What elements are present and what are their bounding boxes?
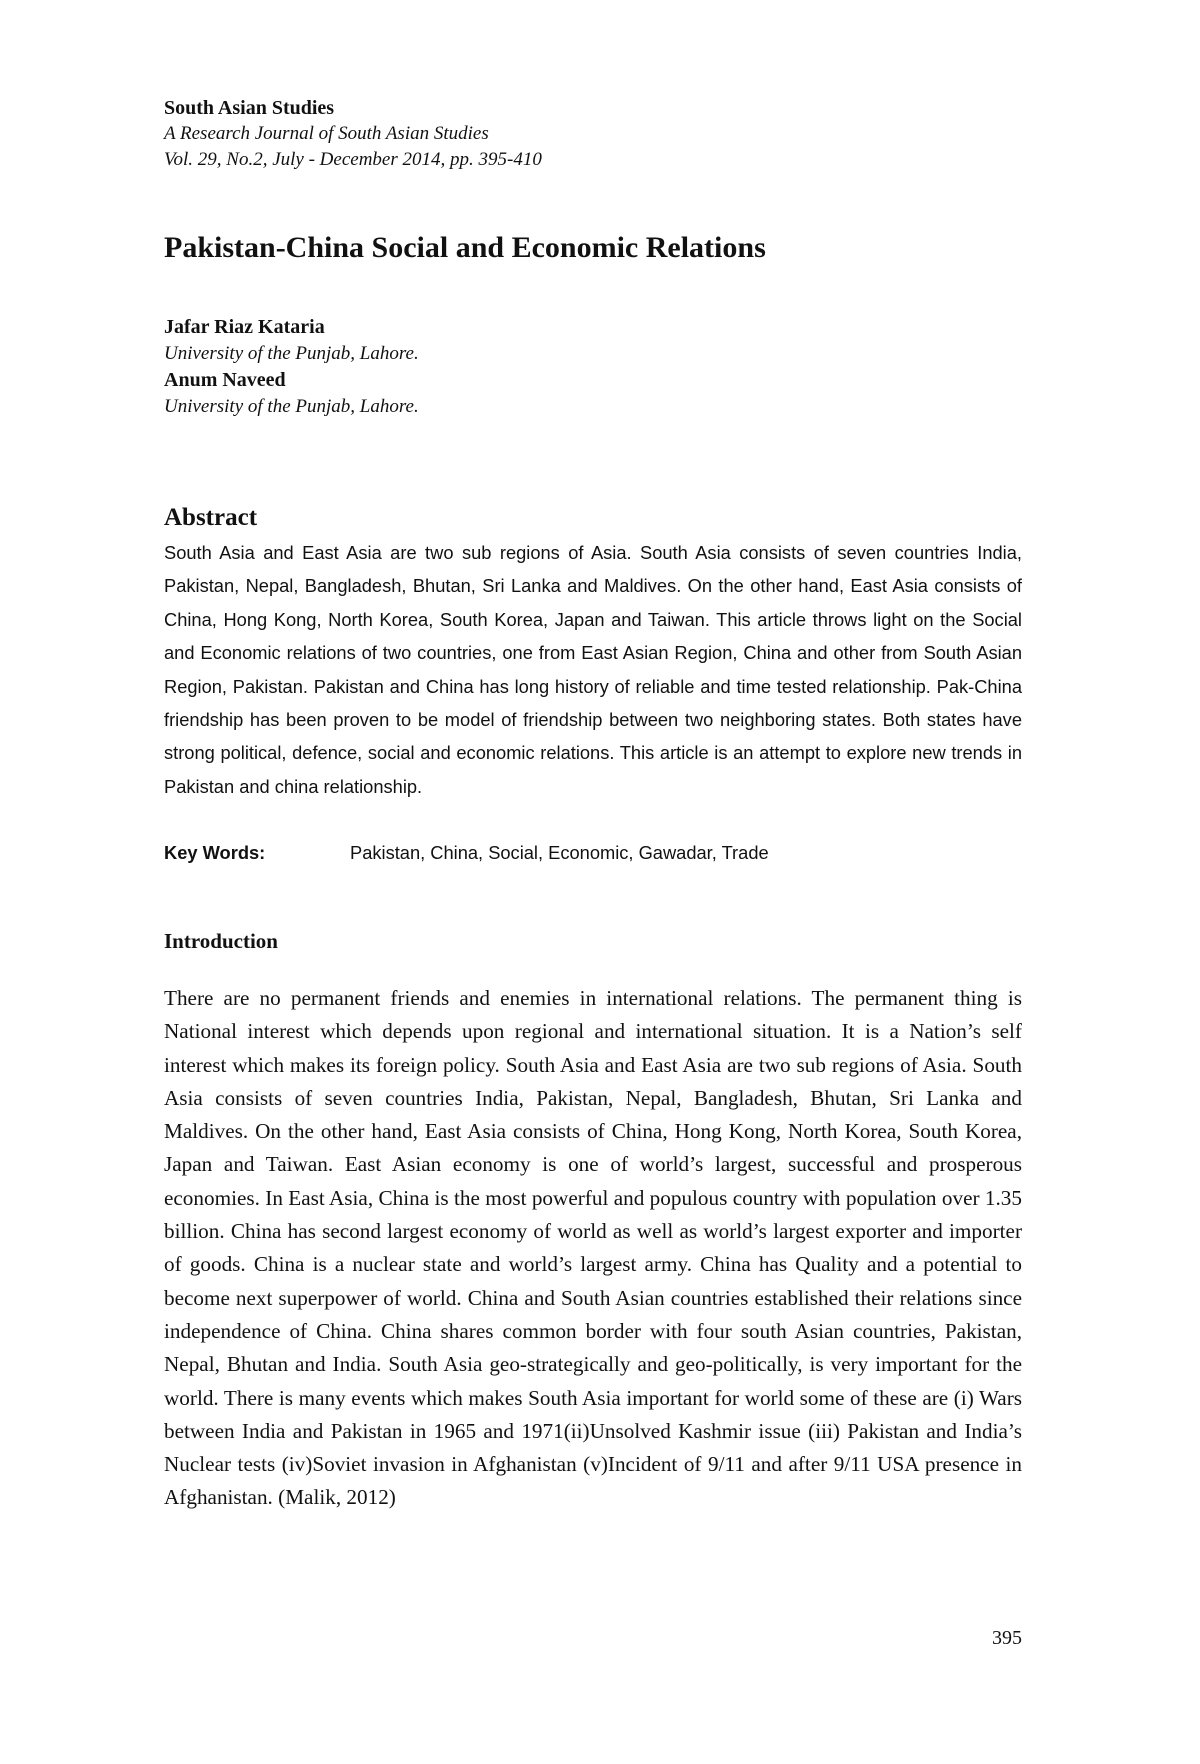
abstract-text: South Asia and East Asia are two sub regions of Asia. South Asia consists of seven countries India, Pakistan, Nepal, Bangladesh, Bhutan, Sri Lanka and Maldives. On the other hand, East Asia consists of China, Hong Kong, North Korea, South Korea, Japan and Taiwan. This article throws light on the Social and Economic relations of two countries, one from East Asian Region, China and other from South Asian Region, Pakistan. Pakistan and China has long history of reliable and time tested relationship. Pak-China friendship has been proven to be model of friendship between two neighboring states. Both states have strong political, defence, social and economic relations. This article is an attempt to explore new trends in Pakistan and china relationship.	[164, 542, 1022, 797]
author-affiliation: University of the Punjab, Lahore.	[164, 343, 419, 364]
journal-subtitle: A Research Journal of South Asian Studies	[164, 123, 489, 144]
author-name: Jafar Riaz Kataria	[164, 316, 325, 338]
introduction-text: There are no permanent friends and enemies in international relations. The permanent thing is National interest which depends upon regional and international situation. It is a Nation’s self interest which makes its foreign policy. South Asia and East Asia are two sub regions of Asia. South Asia consists of seven countries India, Pakistan, Nepal, Bangladesh, Bhutan, Sri Lanka and Maldives. On the other hand, East Asia consists of China, Hong Kong, North Korea, South Korea, Japan and Taiwan. East Asian economy is one of world’s largest, successful and prosperous economies. In East Asia, China is the most powerful and populous country with population over 1.35 billion. China has second largest economy of world as well as world’s largest exporter and importer of goods. China is a nuclear state and world’s largest army. China has Quality and a potential to become next superpower of world. China and South Asian countries established their relations since independence of China. China shares common border with four south Asian countries, Pakistan, Nepal, Bhutan and India. South Asia geo-strategically and geo-politically, is very important for the world. There is many events which makes South Asia important for world some of these are (i) Wars between India and Pakistan in 1965 and 1971(ii)Unsolved Kashmir issue (iii) Pakistan and India’s Nuclear tests (iv)Soviet invasion in Afghanistan (v)Incident of 9/11 and after 9/11 USA presence in Afghanistan. (Malik, 2012)	[164, 986, 1022, 1510]
author-name: Anum Naveed	[164, 369, 286, 391]
journal-name: South Asian Studies	[164, 97, 335, 119]
paper-title: Pakistan-China Social and Economic Relations	[164, 231, 766, 264]
keywords-line	[164, 838, 1022, 868]
keywords-list: Pakistan, China, Social, Economic, Gawadar, Trade	[350, 842, 769, 863]
abstract-heading: Abstract	[164, 504, 258, 531]
page-number: 395	[992, 1627, 1022, 1649]
author-affiliation: University of the Punjab, Lahore.	[164, 396, 419, 417]
journal-volume-info: Vol. 29, No.2, July - December 2014, pp. 395-410	[164, 149, 542, 170]
introduction-heading: Introduction	[164, 929, 278, 953]
paper-page	[164, 0, 1022, 1764]
keywords-label: Key Words:	[164, 842, 266, 863]
